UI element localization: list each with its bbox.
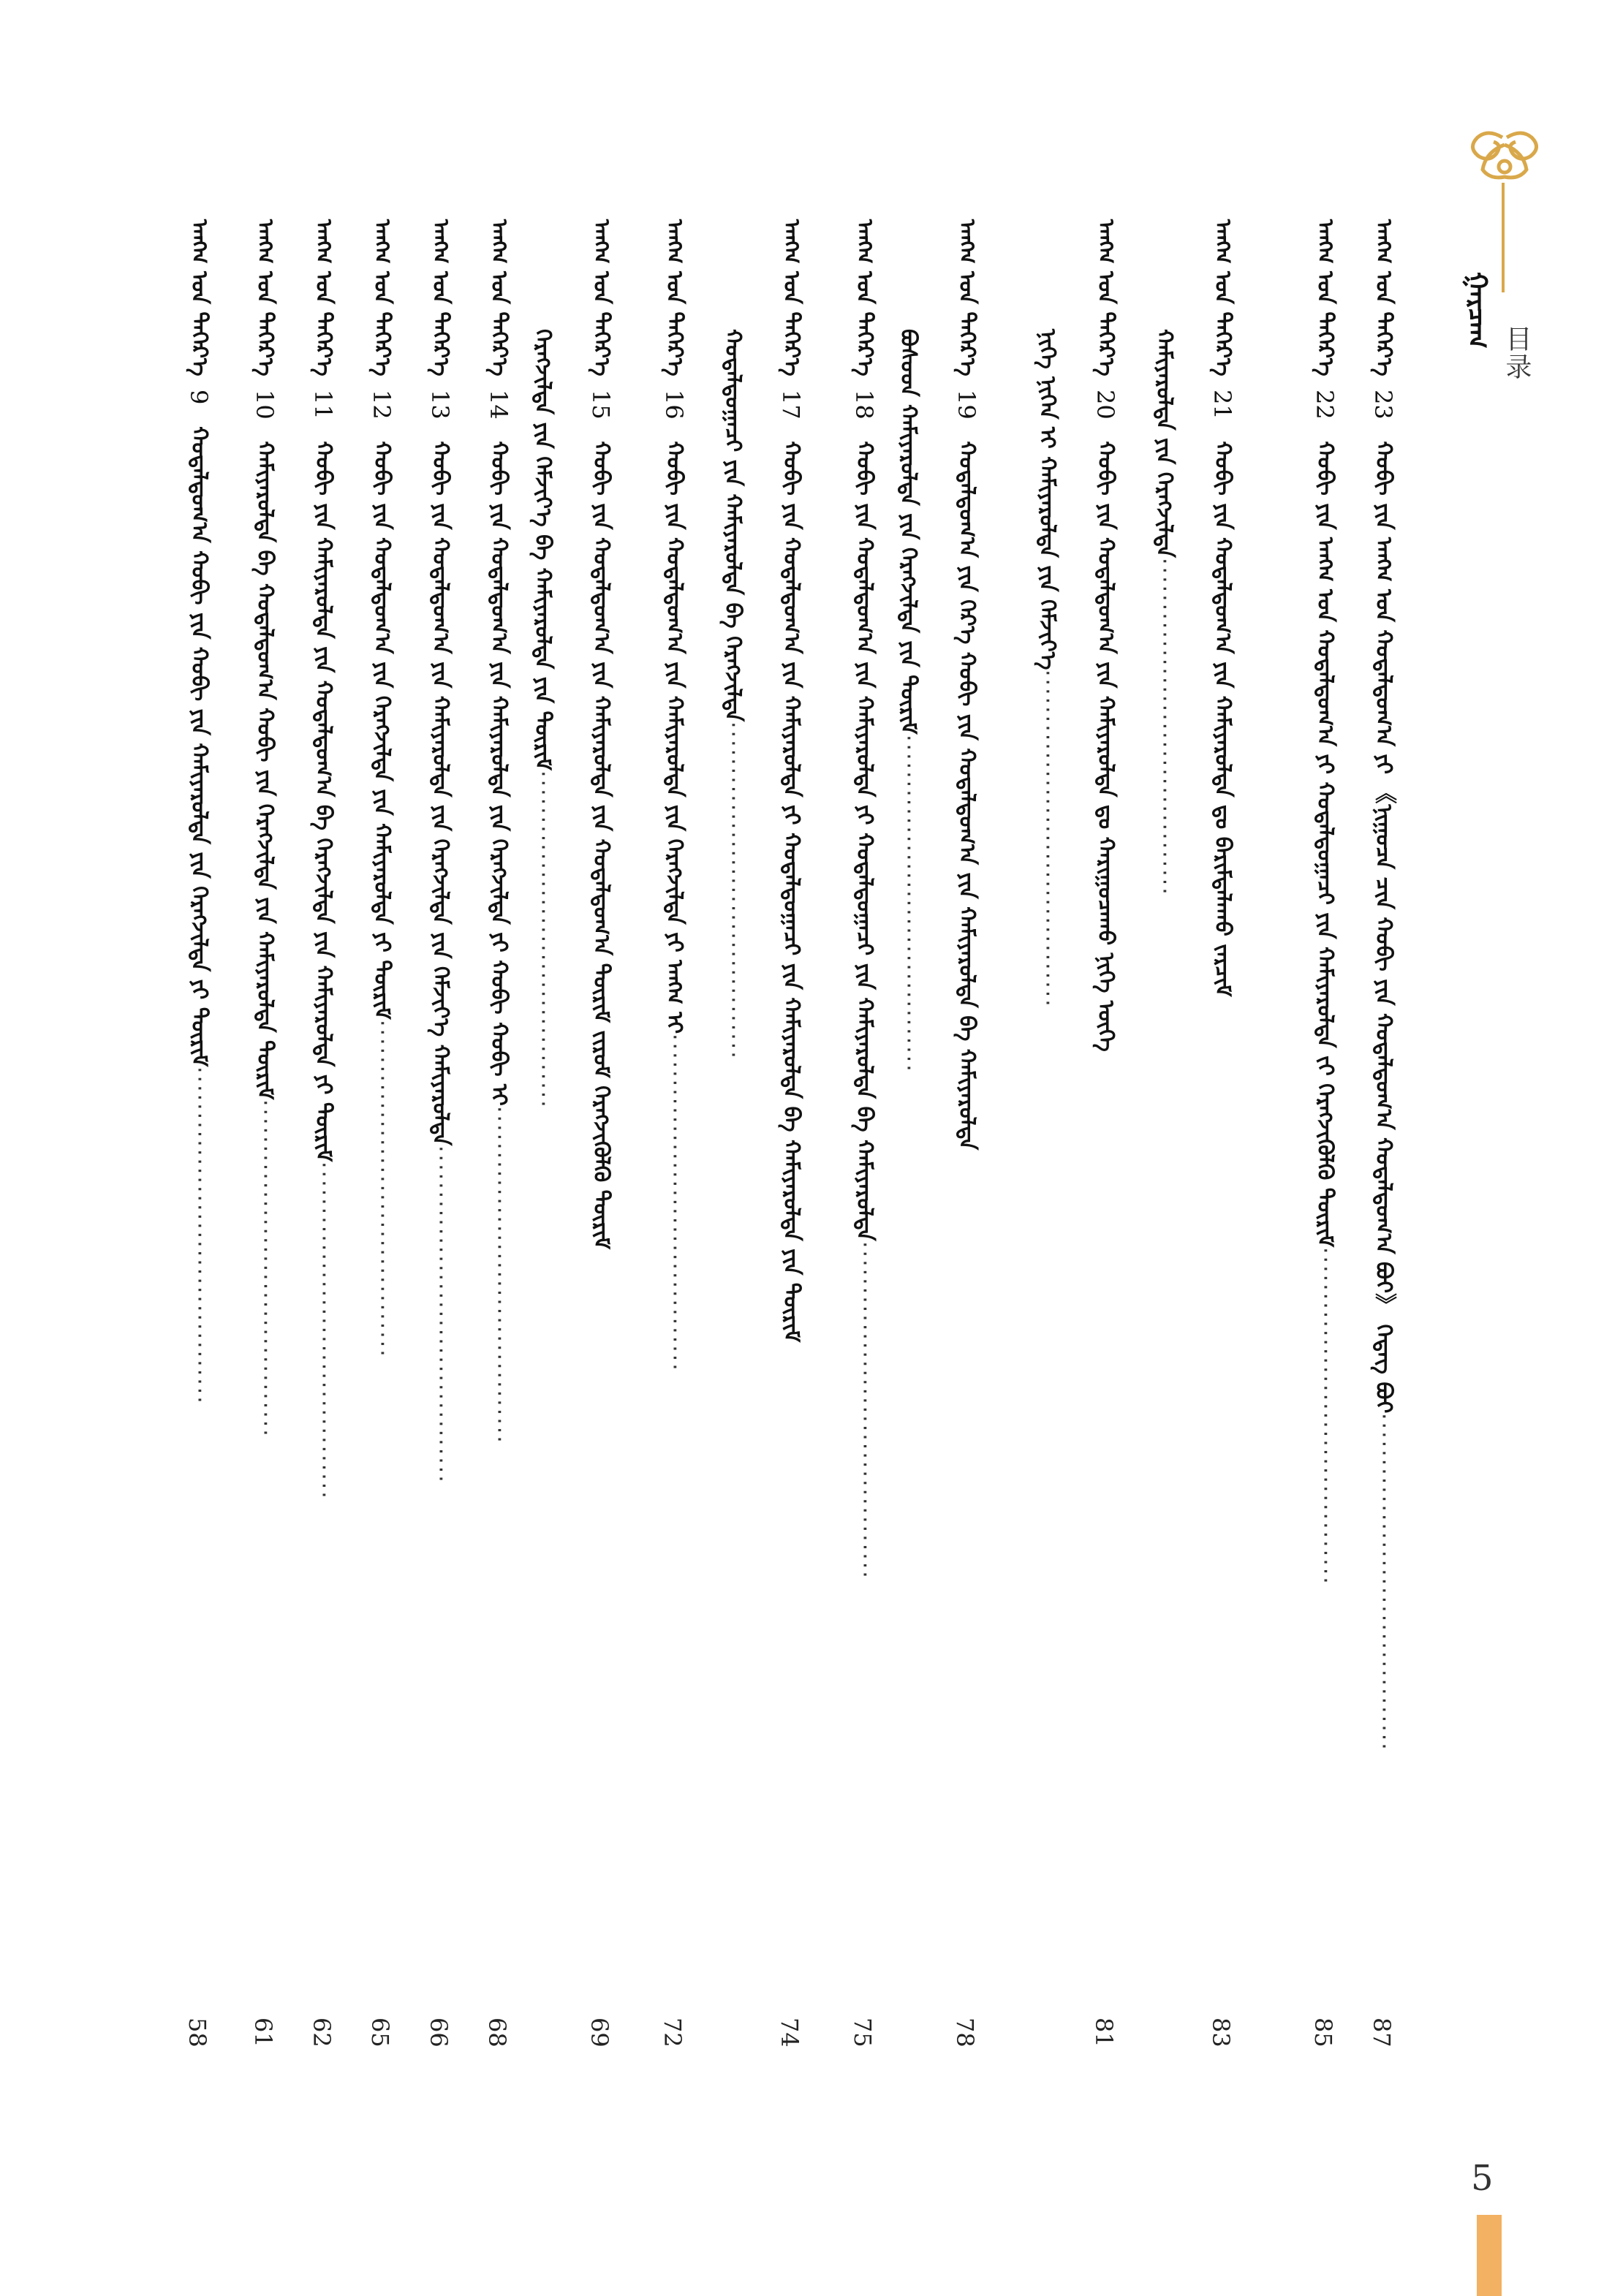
toc-entry-text-continued (892, 329, 924, 2171)
toc-entry-page: 83 (1207, 2017, 1235, 2047)
toc-entry-text (1367, 219, 1399, 2061)
toc-dot-leader: ····································· (1312, 1247, 1338, 1587)
toc-dot-leader: ····································· (369, 1019, 395, 1359)
toc-entry-text (775, 219, 807, 2061)
toc-entry-number: 20 (1092, 389, 1119, 420)
toc-entry-page: 61 (249, 2017, 277, 2047)
toc-entry-text (307, 219, 339, 2061)
toc-entry-title: ᠬᠤᠪᠢ ᠶᠢᠨ ᠬᠤᠳᠠᠯᠳᠤᠭ᠎ᠠ ᠶᠢᠨ ᠬᠠᠮᠢᠶᠠᠷᠤᠯᠲᠠ ᠳᠤ ᠪᠠᠷᠢᠮᠲᠠᠯᠠᠬᠤ ᠵᠠᠷᠴᠢᠮ (1210, 441, 1236, 997)
toc-entry-label: ᠠᠩᠭ᠋ ᠤᠨ ᠳᠡᠭᠡᠷ᠎ᠡ (1371, 219, 1396, 376)
toc-dot-leader: ····································· (896, 734, 921, 1074)
toc-entry-title: ᠬᠤᠪᠢ ᠶᠢᠨ ᠬᠠᠮᠢᠶᠠᠷᠤᠯᠲᠠ ᠶᠢᠨ ᠬᠤᠳᠠᠯᠳᠤᠭ᠎ᠠ ᠪᠠ ᠬᠡᠷᠡᠭᠵᠢᠯᠲᠡ ᠶᠢᠨ ᠬᠠᠮᠢᠶᠠᠷᠤᠯᠲᠠ ᠶᠢ ᠳᠦᠷᠢᠮ (311, 441, 336, 1162)
toc-entry-title: ᠬᠤᠪᠢ ᠶᠢᠨ ᠬᠤᠳᠠᠯᠳᠤᠭ᠎ᠠ ᠶᠢᠨ ᠬᠡᠷᠡᠭᠵᠢᠯᠲᠡ ᠶᠢᠨ ᠬᠠᠮᠢᠶᠠᠷᠤᠯᠲᠠ ᠶᠢ ᠳᠦᠷᠢᠮ (369, 441, 395, 1020)
toc-dot-leader: ····································· (1034, 670, 1060, 1009)
page-number: 5 (1471, 2158, 1494, 2199)
toc-entry-number: 17 (777, 389, 805, 420)
toc-dot-leader: ····································· (852, 1240, 877, 1580)
toc-entry-label: ᠠᠩᠭ᠋ ᠤᠨ ᠳᠡᠭᠡᠷ᠎ᠡ (428, 219, 453, 376)
toc-entry-text (1206, 219, 1238, 2061)
toc-entry-label: ᠠᠩᠭ᠋ ᠤᠨ ᠳᠡᠭᠡᠷ᠎ᠡ (954, 219, 980, 376)
running-head-mongolian: ᠭᠠᠷᠴᠠᠭ (1462, 272, 1493, 349)
toc-entry-title: ᠬᠤᠳᠠᠯᠳᠤᠭᠠᠴᠢ ᠶᠢᠨ ᠬᠠᠮᠢᠶᠠᠷᠤᠯᠲᠠ ᠪᠠ ᠬᠡᠷᠡᠭᠵᠢᠯᠲᠡ (720, 329, 746, 722)
toc-entry-text (249, 219, 281, 2061)
toc-entry-title: ᠬᠤᠪᠢ ᠶᠢᠨ ᠬᠤᠳᠠᠯᠳᠤᠭ᠎ᠠ ᠶᠢᠨ ᠬᠠᠮᠢᠶᠠᠷᠤᠯᠲᠠ ᠶᠢᠨ ᠬᠡᠷᠡᠭᠵᠢᠯᠲᠡ ᠶᠢ ᠬᠤᠪᠢ ᠬᠤᠪᠢ ᠢ (486, 441, 512, 1106)
toc-entry-number: 23 (1369, 389, 1397, 420)
toc-entry-text (483, 219, 515, 2061)
toc-entry-page: 69 (586, 2017, 613, 2047)
toc-entry-text (848, 219, 880, 2061)
toc-entry-number: 22 (1311, 389, 1339, 420)
toc-entry-text-continued (1031, 329, 1063, 2171)
toc-entry-number: 15 (587, 389, 615, 420)
toc-dot-leader: ····································· (1151, 557, 1177, 897)
toc-entry-text (424, 219, 456, 2061)
toc-entry-number: 12 (368, 389, 396, 420)
running-head: 目录 (1502, 325, 1532, 381)
toc-entry-title: ᠬᠤᠪᠢ ᠶᠢᠨ ᠬᠤᠳᠠᠯᠳᠤᠭ᠎ᠠ ᠶᠢᠨ ᠬᠠᠮᠢᠶᠠᠷᠤᠯᠲᠠ ᠶᠢᠨ ᠬᠡᠷᠡᠭᠵᠢᠯᠲᠡ ᠶᠢ ᠠᠩᠭ᠋ ᠢ (662, 441, 687, 1034)
toc-entry-label: ᠠᠩᠭ᠋ ᠤᠨ ᠳᠡᠭᠡᠷ᠎ᠡ (486, 219, 512, 376)
toc-entry-number: 19 (953, 389, 980, 420)
toc-entry-text-continued (716, 329, 749, 2171)
toc-entry-title: ᠬᠤᠪᠢ ᠶᠢᠨ ᠬᠤᠳᠠᠯᠳᠤᠭ᠎ᠠ ᠶᠢᠨ ᠬᠠᠮᠢᠶᠠᠷᠤᠯᠲᠠ ᠶᠢ ᠬᠤᠳᠠᠯᠳᠤᠭᠠᠴᠢ ᠶᠢᠨ ᠬᠠᠮᠢᠶᠠᠷᠤᠯᠲᠠ ᠪᠠ ᠬᠠᠮᠢᠶᠠᠷᠤᠯᠲᠠ (852, 441, 877, 1241)
toc-entry-number: 10 (251, 389, 279, 420)
toc-entry-title: ᠬᠤᠪᠢ ᠶᠢᠨ ᠠᠩᠭ᠋ ᠤᠨ ᠬᠤᠳᠠᠯᠳᠤᠭ᠎ᠠ ᠶᠢ 《ᠨᠢᠭᠤᠴᠠ ᠴᠢᠨ ᠬᠤᠪᠢ ᠶᠢᠨ ᠬᠤᠳᠠᠯᠳᠤᠭ᠎ᠠ ᠬᠤᠳᠠᠯᠳᠤᠭ᠎ᠠ ᠪᠤᠢ》 ᠭᠡᠳᠡᠭ ᠪᠤᠢ (1371, 441, 1396, 1414)
toc-entry-title: ᠬᠠᠮᠢᠶᠠᠷᠤᠯᠲᠠ ᠪᠠ ᠬᠤᠳᠠᠯᠳᠤᠭ᠎ᠠ ᠬᠤᠪᠢ ᠶᠢᠨ ᠬᠡᠷᠡᠭᠵᠢᠯᠲᠡ ᠶᠢᠨ ᠬᠠᠮᠢᠶᠠᠷᠤᠯᠲᠠ ᠳᠦᠷᠢᠮ (252, 441, 278, 1100)
toc-dot-leader: ····································· (720, 721, 746, 1061)
toc-entry-label: ᠠᠩᠭ᠋ ᠤᠨ ᠳᠡᠭᠡᠷ᠎ᠡ (186, 219, 212, 376)
toc-entry-page: 58 (184, 2017, 211, 2047)
toc-entry-label: ᠠᠩᠭ᠋ ᠤᠨ ᠳᠡᠭᠡᠷ᠎ᠡ (779, 219, 804, 376)
toc-entry-title: ᠬᠤᠪᠢ ᠶᠢᠨ ᠬᠤᠳᠠᠯᠳᠤᠭ᠎ᠠ ᠶᠢᠨ ᠬᠠᠮᠢᠶᠠᠷᠤᠯᠲᠠ ᠶᠢᠨ ᠬᠤᠳᠠᠯᠳᠤᠭ᠎ᠠ ᠳᠦᠷᠢᠮ ᠵᠢᠷᠤᠮ ᠬᠡᠷᠡᠭᠵᠢᠭᠦᠯᠬᠦ ᠳᠦᠷᠢᠮ (589, 441, 614, 1250)
toc-entry-text (366, 219, 398, 2061)
toc-entry-title: ᠬᠤᠪᠢ ᠶᠢᠨ ᠬᠤᠳᠠᠯᠳᠤᠭ᠎ᠠ ᠶᠢᠨ ᠬᠠᠮᠢᠶᠠᠷᠤᠯᠲᠠ ᠳᠤ ᠬᠠᠷᠢᠭᠤᠴᠠᠬᠤ ᠨᠢᠭᠡ ᠦᠭᠡ (1093, 441, 1119, 1052)
toc-entry-title: ᠬᠠᠮᠢᠶᠠᠷᠤᠯᠲᠠ ᠶᠢᠨ ᠬᠡᠷᠡᠭᠵᠢᠯᠲᠡ (1151, 329, 1177, 558)
toc-entry-label: ᠠᠩᠭ᠋ ᠤᠨ ᠳᠡᠭᠡᠷ᠎ᠡ (311, 219, 336, 376)
toc-entry-page: 81 (1090, 2017, 1118, 2047)
toc-entry-text (658, 219, 690, 2061)
toc-dot-leader: ····································· (252, 1099, 278, 1439)
toc-entry-page: 66 (425, 2017, 453, 2047)
toc-entry-text (1089, 219, 1121, 2061)
toc-entry-text (1309, 219, 1341, 2061)
toc-entry-title: ᠬᠡᠷᠡᠭᠵᠢᠯᠲᠡ ᠶᠢᠨ ᠬᠡᠮᠵᠢᠶ᠎ᠡ ᠪᠠ ᠬᠠᠮᠢᠶᠠᠷᠤᠯᠲᠠ ᠶᠢᠨ ᠳᠦᠷᠢᠮ (530, 329, 556, 770)
toc-dot-leader: ····································· (428, 1145, 453, 1485)
toc-entry-number: 16 (660, 389, 688, 420)
toc-entry-title: ᠬᠤᠪᠢ ᠶᠢᠨ ᠬᠤᠳᠠᠯᠳᠤᠭ᠎ᠠ ᠶᠢᠨ ᠬᠠᠮᠢᠶᠠᠷᠤᠯᠲᠠ ᠶᠢᠨ ᠬᠡᠷᠡᠭᠵᠢᠯᠲᠡ ᠶᠢᠨ ᠬᠡᠮᠵᠢᠶ᠎ᠡ ᠬᠠᠮᠢᠶᠠᠷᠤᠯᠲᠠ (428, 441, 453, 1146)
toc-entry-page: 68 (483, 2017, 511, 2047)
toc-entry-title: ᠨᠢᠭᠡ ᠨᠢᠭᠡᠨ ᠢ ᠬᠠᠮᠢᠶᠠᠷᠤᠯᠲᠠ ᠶᠢᠨ ᠬᠡᠮᠵᠢᠶ᠎ᠡ (1034, 329, 1060, 670)
toc-entry-number: 14 (485, 389, 512, 420)
toc-entry-page: 78 (951, 2017, 979, 2047)
toc-entry-text-continued (1148, 329, 1180, 2171)
toc-entry-page: 74 (776, 2017, 803, 2047)
toc-entry-text (183, 219, 215, 2061)
toc-dot-leader: ····································· (530, 770, 556, 1110)
toc-entry-text (585, 219, 617, 2061)
toc-entry-page: 62 (308, 2017, 336, 2047)
toc-entry-label: ᠠᠩᠭ᠋ ᠤᠨ ᠳᠡᠭᠡᠷ᠎ᠡ (662, 219, 687, 376)
toc-entry-page: 85 (1309, 2017, 1337, 2047)
toc-entry-label: ᠠᠩᠭ᠋ ᠤᠨ ᠳᠡᠭᠡᠷ᠎ᠡ (1210, 219, 1236, 376)
page-tab-marker (1477, 2215, 1502, 2296)
toc-entry-title: ᠬᠤᠪᠢ ᠶᠢᠨ ᠬᠤᠳᠠᠯᠳᠤᠭ᠎ᠠ ᠶᠢᠨ ᠬᠠᠮᠢᠶᠠᠷᠤᠯᠲᠠ ᠶᠢ ᠬᠤᠳᠠᠯᠳᠤᠭᠠᠴᠢ ᠶᠢᠨ ᠬᠠᠮᠢᠶᠠᠷᠤᠯᠲᠠ ᠪᠠ ᠬᠠᠮᠢᠶᠠᠷᠤᠯᠲᠠ ᠶᠢᠨ ᠳᠦᠷᠢᠮ (779, 441, 804, 1343)
toc-entry-title: ᠬᠤᠳᠠᠯᠳᠤᠭ᠎ᠠ ᠬᠤᠪᠢ ᠶᠢᠨ ᠬᠤᠪᠢ ᠶᠢᠨ ᠬᠠᠮᠢᠶᠠᠷᠤᠯᠲᠠ ᠶᠢᠨ ᠬᠡᠷᠡᠭᠵᠢᠯᠲᠡ ᠶᠢ ᠳᠦᠷᠢᠮ (186, 426, 212, 1067)
toc-entry-number: 21 (1208, 389, 1236, 420)
toc-entry-page: 65 (366, 2017, 394, 2047)
toc-entry-text (950, 219, 983, 2061)
toc-dot-leader: ····································· (662, 1034, 687, 1373)
toc-entry-label: ᠠᠩᠭ᠋ ᠤᠨ ᠳᠡᠭᠡᠷ᠎ᠡ (369, 219, 395, 376)
header-rule (1502, 183, 1505, 292)
toc-entry-text-continued (526, 329, 559, 2171)
toc-dot-leader: ····································· (311, 1162, 336, 1501)
toc-entry-label: ᠠᠩᠭ᠋ ᠤᠨ ᠳᠡᠭᠡᠷ᠎ᠡ (852, 219, 877, 376)
toc-entry-label: ᠠᠩᠭ᠋ ᠤᠨ ᠳᠡᠭᠡᠷ᠎ᠡ (589, 219, 614, 376)
toc-entry-page: 72 (659, 2017, 686, 2047)
toc-entry-title: ᠬᠤᠪᠢ ᠶᠢᠨ ᠠᠩᠭ᠋ ᠤᠨ ᠬᠤᠳᠠᠯᠳᠤᠭ᠎ᠠ ᠶᠢ ᠬᠤᠳᠠᠯᠳᠤᠭᠠᠴᠢ ᠶᠢᠨ ᠬᠠᠮᠢᠶᠠᠷᠤᠯᠲᠠ ᠵᠢ ᠬᠡᠷᠡᠭᠵᠢᠭᠦᠯᠬᠦ ᠳᠦᠷᠢᠮ (1312, 441, 1338, 1248)
toc-entry-title: ᠪᠤᠰᠤᠳ ᠬᠠᠮᠢᠶᠠᠷᠤᠯᠲᠠ ᠶᠢᠨ ᠬᠡᠷᠡᠭᠵᠢᠯᠲᠡ ᠶᠢᠨ ᠳᠦᠷᠢᠮ (896, 329, 921, 735)
toc-entry-label: ᠠᠩᠭ᠋ ᠤᠨ ᠳᠡᠭᠡᠷ᠎ᠡ (1312, 219, 1338, 376)
toc-dot-leader: ····································· (486, 1105, 512, 1445)
toc-entry-label: ᠠᠩᠭ᠋ ᠤᠨ ᠳᠡᠭᠡᠷ᠎ᠡ (1093, 219, 1119, 376)
toc-entry-number: 11 (309, 389, 337, 420)
toc-entry-label: ᠠᠩᠭ᠋ ᠤᠨ ᠳᠡᠭᠡᠷ᠎ᠡ (252, 219, 278, 376)
toc-entry-page: 87 (1368, 2017, 1396, 2047)
toc-entry-title: ᠬᠤᠳᠠᠯᠳᠤᠭ᠎ᠠ ᠶᠢᠨ ᠭᠡᠷ᠎ᠡ ᠬᠤᠪᠢ ᠶᠢᠨ ᠬᠤᠳᠠᠯᠳᠤᠭ᠎ᠠ ᠶᠢᠨ ᠬᠠᠮᠢᠶᠠᠷᠤᠯᠲᠠ ᠪᠠ ᠬᠠᠮᠢᠶᠠᠷᠤᠯᠲᠠ (954, 441, 980, 1151)
toc-dot-leader: ····································· (186, 1066, 212, 1406)
toc-dot-leader: ····································· (1371, 1413, 1396, 1753)
toc-entry-number: 18 (850, 389, 878, 420)
toc-entry-page: 75 (849, 2017, 877, 2047)
toc-entry-number: 13 (426, 389, 454, 420)
toc-entry-number: 9 (185, 389, 213, 405)
